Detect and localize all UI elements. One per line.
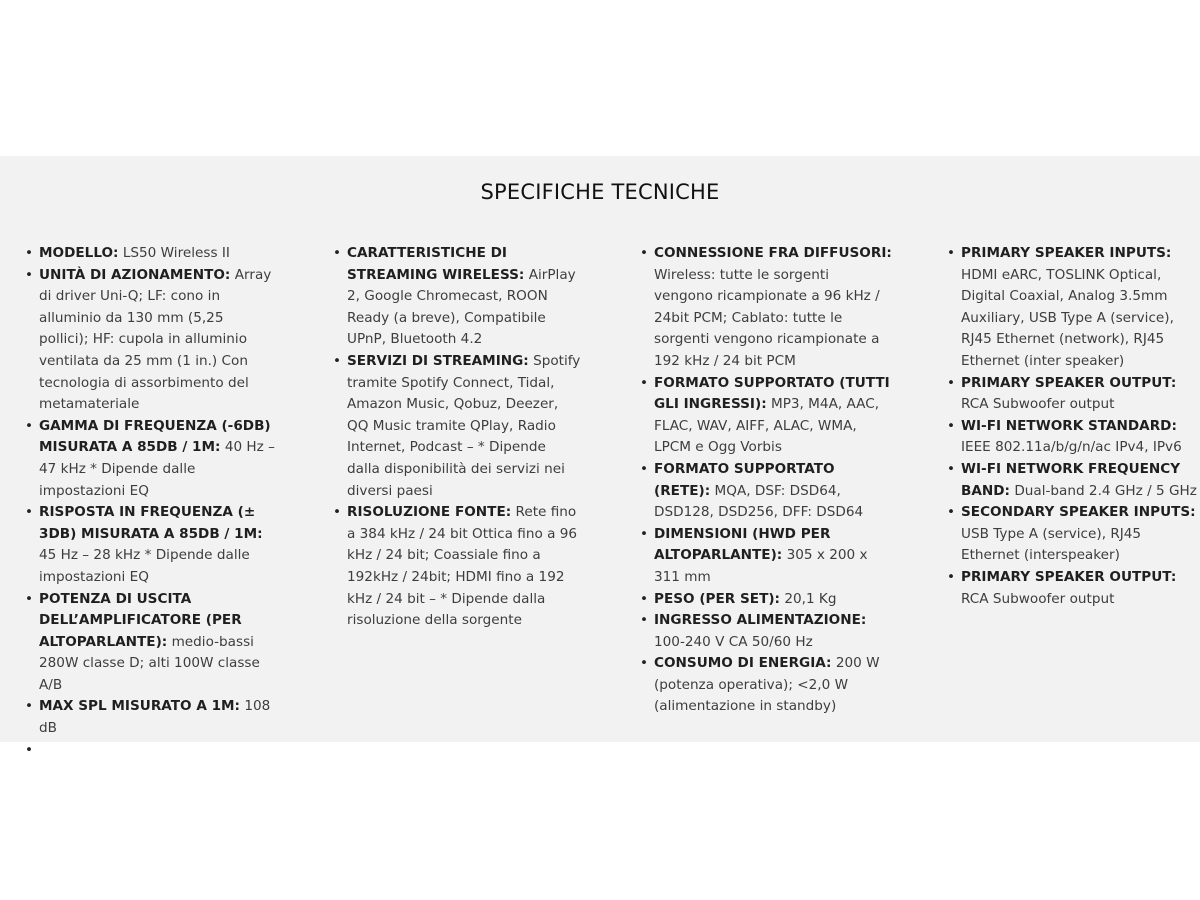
spec-column-1 — [25, 243, 275, 761]
spec-item — [947, 502, 1200, 567]
spec-value: Dual-band 2.4 GHz / 5 GHz — [1014, 482, 1197, 499]
spec-value: AirPlay 2, Google Chromecast, ROON Ready (a breve), Compatibile UPnP, Bluetooth 4.2 — [347, 266, 576, 348]
spec-value: HDMI eARC, TOSLINK Optical, Digital Coaxial, Analog 3.5mm Auxiliary, USB Type A (service), RJ45 Ethernet (network), RJ45 Ethernet (inter speaker) — [961, 266, 1174, 369]
spec-value: 200 W (potenza operativa); <2,0 W (alimentazione in standby) — [654, 655, 880, 715]
spec-label: WI-FI NETWORK STANDARD: — [961, 417, 1177, 434]
spec-label: PRIMARY SPEAKER INPUTS: — [961, 245, 1172, 261]
spec-item — [25, 416, 275, 502]
spec-column-3 — [640, 243, 892, 718]
spec-column-4 — [947, 243, 1200, 610]
section-title: SPECIFICHE TECNICHE — [480, 180, 720, 204]
spec-value: medio-bassi 280W classe D; alti 100W classe A/B — [39, 633, 260, 693]
spec-value: IEEE 802.11a/b/g/n/ac IPv4, IPv6 — [961, 439, 1182, 456]
spec-value: 20,1 Kg — [784, 590, 837, 607]
spec-label: SERVIZI DI STREAMING: — [347, 352, 529, 369]
spec-item — [947, 567, 1200, 610]
spec-item — [947, 373, 1200, 416]
spec-item — [333, 243, 583, 351]
spec-item-empty — [25, 740, 275, 762]
spec-label: PRIMARY SPEAKER OUTPUT: — [961, 568, 1177, 585]
spec-item — [640, 610, 892, 653]
spec-label: MODELLO: — [39, 245, 119, 261]
spec-value: Spotify tramite Spotify Connect, Tidal, Amazon Music, Qobuz, Deezer, QQ Music tramite QPlay, Radio Internet, Podcast – * Dipende dalla disponibilità dei servizi nei diversi paesi — [347, 352, 581, 499]
spec-item — [640, 653, 892, 718]
spec-value: 40 Hz – 47 kHz * Dipende dalle impostazioni EQ — [39, 439, 275, 499]
spec-item — [947, 243, 1200, 373]
spec-item — [333, 502, 583, 632]
spec-label: GAMMA DI FREQUENZA (-6DB) MISURATA A 85DB / 1M: — [39, 417, 271, 456]
spec-label: INGRESSO ALIMENTAZIONE: — [654, 612, 867, 629]
spec-value: LS50 Wireless II — [122, 245, 230, 261]
spec-item — [333, 351, 583, 502]
spec-item — [947, 416, 1200, 459]
spec-label: RISOLUZIONE FONTE: — [347, 504, 512, 521]
spec-label: DIMENSIONI (HWD PER ALTOPARLANTE): — [654, 525, 831, 564]
spec-value: RCA Subwoofer output — [961, 590, 1115, 607]
spec-label: MAX SPL MISURATO A 1M: — [39, 698, 240, 715]
spec-value: 100-240 V CA 50/60 Hz — [654, 633, 813, 650]
spec-value: Rete fino a 384 kHz / 24 bit Ottica fino a 96 kHz / 24 bit; Coassiale fino a 192kHz / 24bit; HDMI fino a 192 kHz / 24 bit – * Dipende dalla risoluzione della sorgente — [347, 504, 578, 629]
spec-value: 45 Hz – 28 kHz * Dipende dalle impostazioni EQ — [39, 547, 250, 585]
spec-value: Array di driver Uni-Q; LF: cono in alluminio da 130 mm (5,25 pollici); HF: cupola in alluminio ventilata da 25 mm (1 in.) Con tecnologia di assorbimento del metamateriale — [39, 266, 272, 413]
spec-value: RCA Subwoofer output — [961, 396, 1115, 413]
spec-label: WI-FI NETWORK FREQUENCY BAND: — [961, 460, 1181, 499]
spec-value: Wireless: tutte le sorgenti vengono ricampionate a 96 kHz / 24bit PCM; Cablato: tutte le sorgenti vengono ricampionate a 192 kHz / 24 bit PCM — [654, 266, 880, 369]
spec-item — [25, 589, 275, 697]
spec-value: USB Type A (service), RJ45 Ethernet (interspeaker) — [961, 525, 1142, 564]
spec-label: PESO (PER SET): — [654, 590, 780, 607]
spec-label: FORMATO SUPPORTATO (TUTTI GLI INGRESSI): — [654, 374, 890, 413]
spec-item — [25, 696, 275, 739]
spec-label: POTENZA DI USCITA DELL’AMPLIFICATORE (PER ALTOPARLANTE): — [39, 590, 242, 650]
spec-item — [640, 243, 892, 373]
spec-column-2 — [333, 243, 583, 632]
spec-item — [947, 459, 1200, 502]
spec-item — [25, 243, 275, 265]
spec-item — [640, 524, 892, 589]
spec-value: 108 dB — [39, 698, 271, 737]
spec-value: MP3, M4A, AAC, FLAC, WAV, AIFF, ALAC, WMA, LPCM e Ogg Vorbis — [654, 396, 880, 456]
spec-label: PRIMARY SPEAKER OUTPUT: — [961, 374, 1177, 391]
spec-label: CARATTERISTICHE DI STREAMING WIRELESS: — [347, 245, 525, 283]
spec-label: FORMATO SUPPORTATO (RETE): — [654, 460, 835, 499]
spec-value: MQA, DSF: DSD64, DSD128, DSD256, DFF: DSD64 — [654, 482, 864, 521]
spec-label: CONNESSIONE FRA DIFFUSORI: — [654, 245, 892, 261]
spec-item — [640, 589, 892, 611]
spec-label: UNITÀ DI AZIONAMENTO: — [39, 266, 231, 283]
spec-item — [640, 373, 892, 459]
spec-label: CONSUMO DI ENERGIA: — [654, 655, 832, 672]
spec-item — [25, 265, 275, 416]
spec-item — [25, 502, 275, 588]
spec-item — [640, 459, 892, 524]
spec-value: 305 x 200 x 311 mm — [654, 547, 868, 585]
spec-label: SECONDARY SPEAKER INPUTS: — [961, 504, 1196, 521]
spec-label: RISPOSTA IN FREQUENZA (± 3DB) MISURATA A 85DB / 1M: — [39, 504, 263, 542]
